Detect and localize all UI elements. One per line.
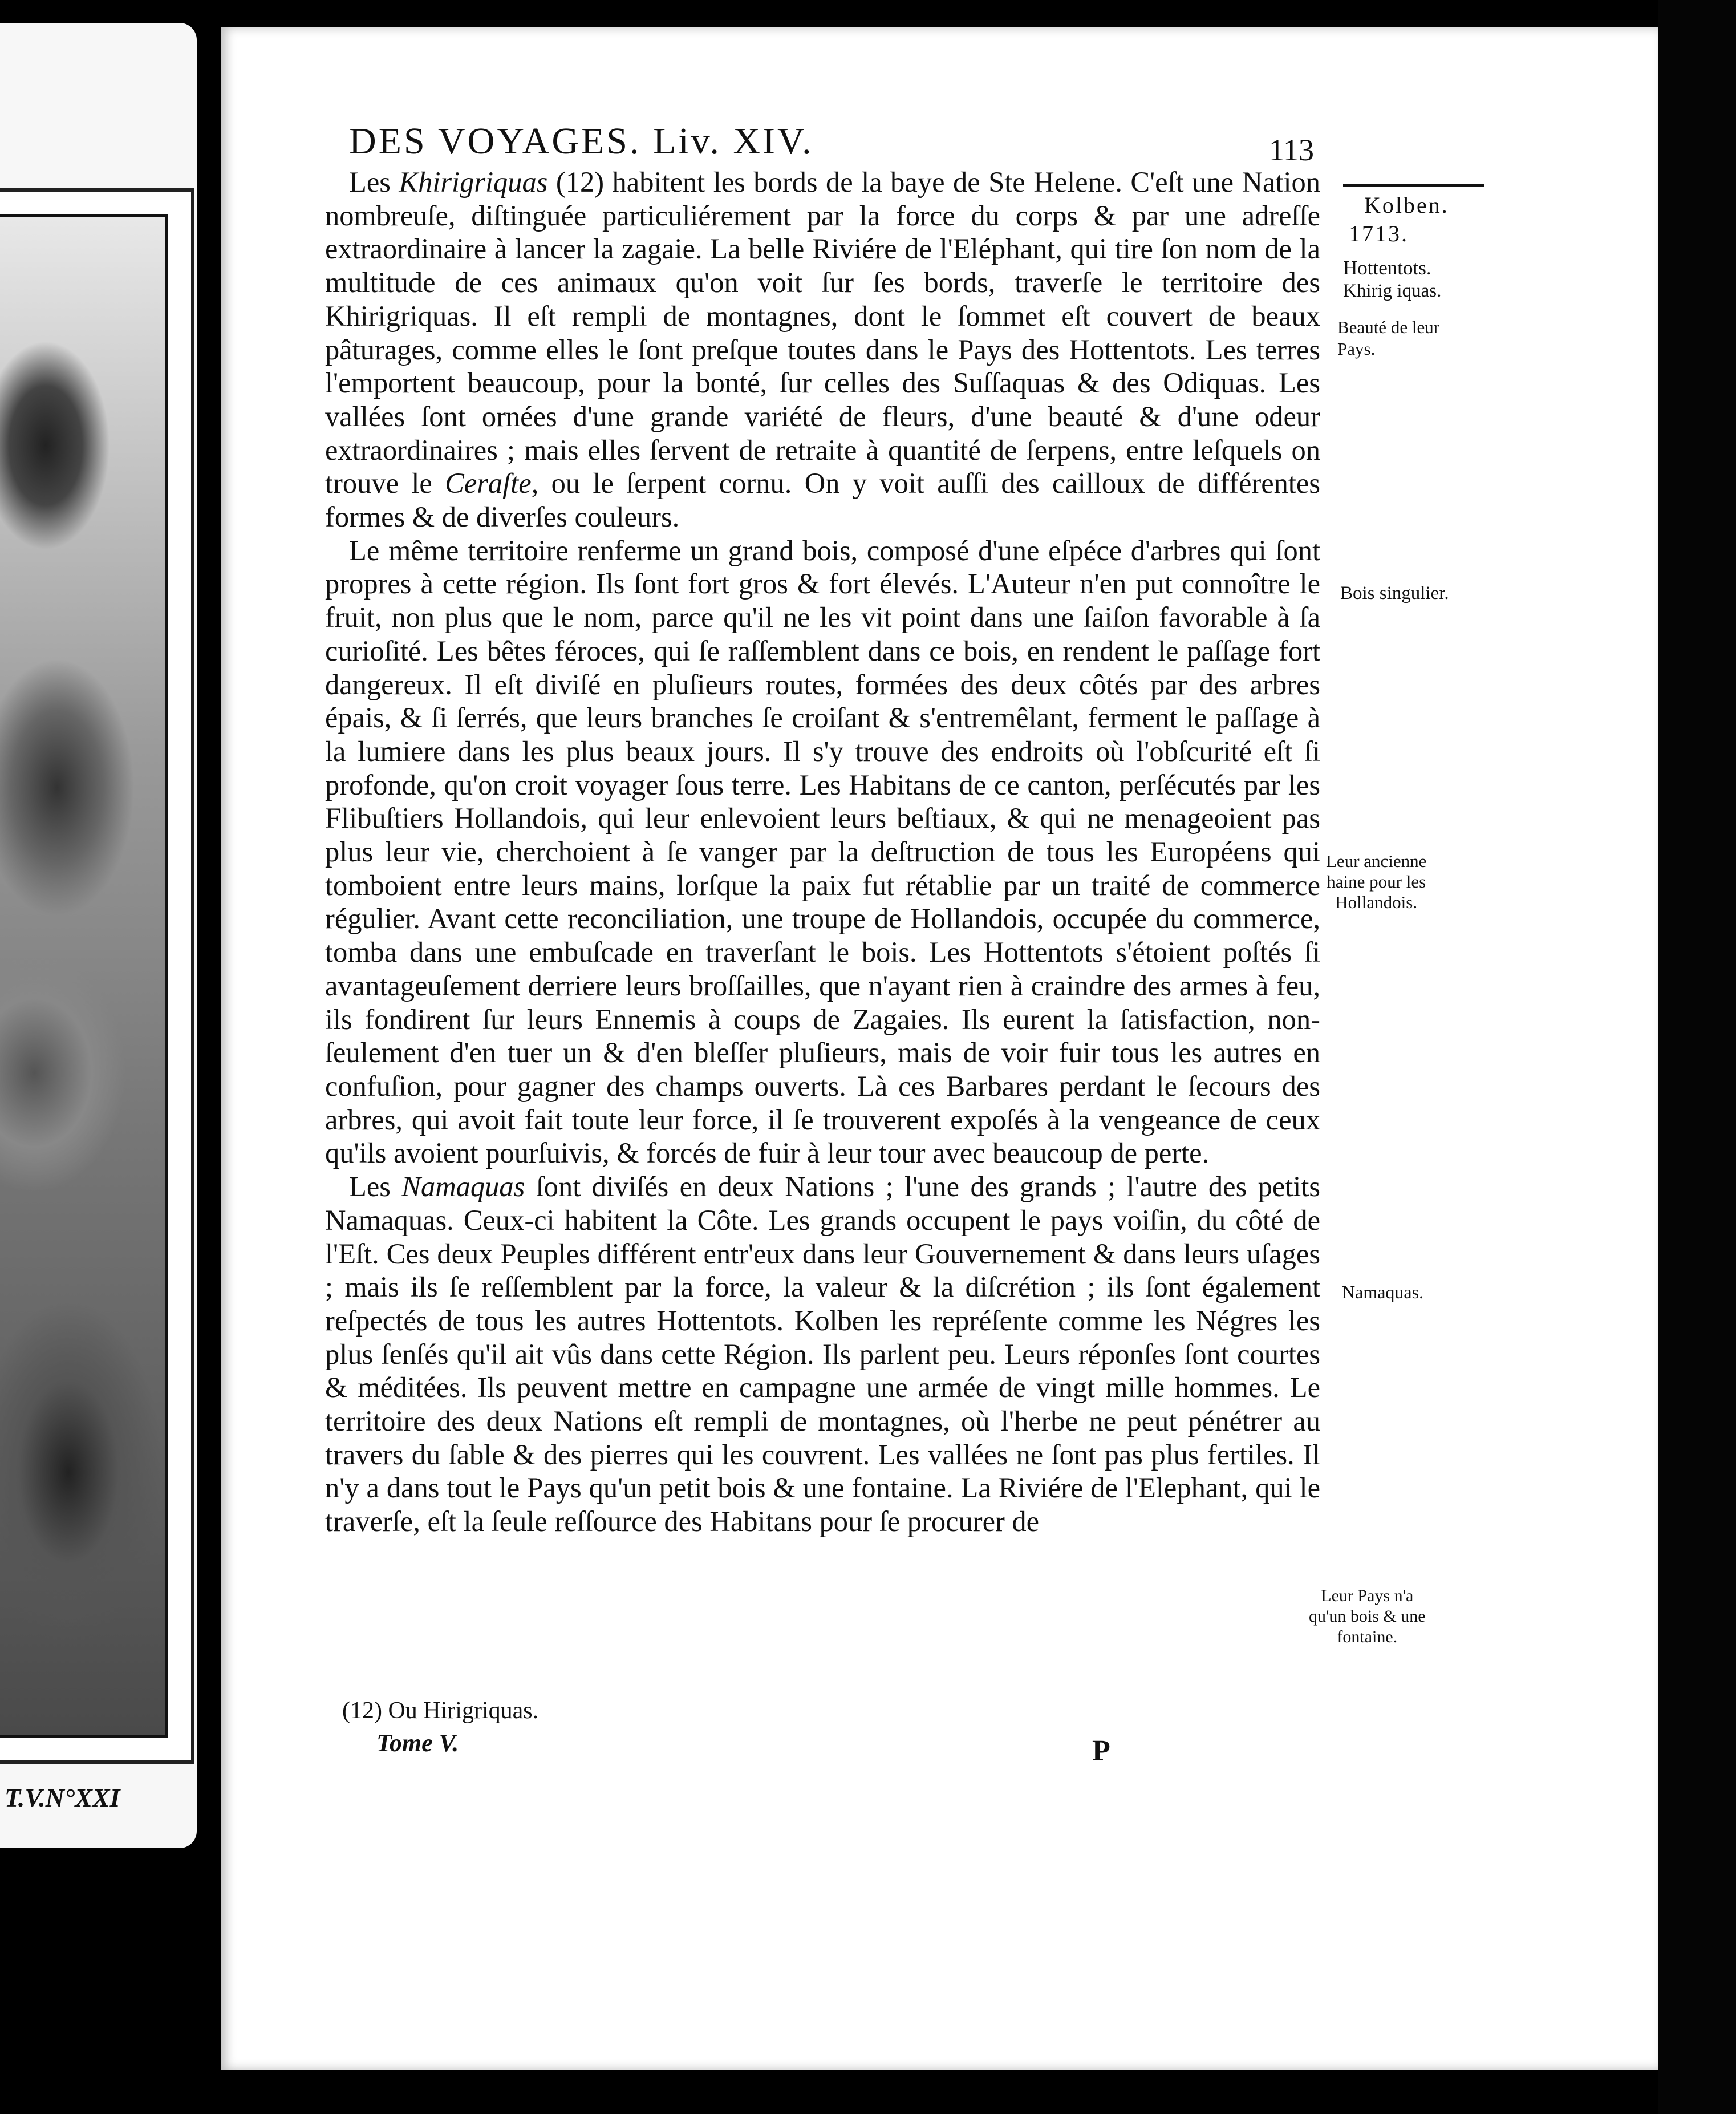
footnote: (12) Ou Hirigriquas. xyxy=(342,1698,539,1724)
margin-note-year: 1713. xyxy=(1349,221,1409,246)
body-text xyxy=(325,165,1320,1538)
margin-note-line: Leur Pays n'a xyxy=(1321,1586,1414,1605)
margin-note-namaquas: Namaquas. xyxy=(1342,1282,1424,1302)
page-number: 113 xyxy=(1269,133,1314,167)
engraving-image xyxy=(0,214,168,1738)
text-run: Les xyxy=(349,1171,402,1203)
paragraph-namaquas xyxy=(325,1170,1320,1538)
book-gutter xyxy=(197,0,222,2114)
signature-mark: P xyxy=(1092,1735,1110,1767)
volume-mark: Tome V. xyxy=(376,1729,459,1757)
text-run: ſont diviſés en deux Nations ; l'une des grands ; l'autre des petits Namaquas. Ceux-ci habitent la Côte. Les grands occupent le pays voiſin, du côté de l'Eſt. Ces deux Peuples différent entr'eux dans leur Gouvernement & dans leurs uſages ; mais ils ſe reſſemblent par la force, la valeur & la diſcrétion ; ils ſont également reſpectés de tous les autres Hottentots. Kolben les repréſente comme les Négres les plus ſenſés qu'il ait vûs dans cette Région. Ils parlent peu. Leurs réponſes ſont courtes & méditées. Ils peuvent mettre en campagne une armée de vingt mille hommes. Le territoire des deux Nations eſt rempli de montagnes, où l'herbe ne peut pénétrer au travers du ſable & des pierres qui les couvrent. Les vallées ne ſont pas plus fertiles. Il n'y a dans tout le Pays qu'un petit bois & une fontaine. La Riviére de l'Elephant, qui le traverſe, eſt la ſeule reſſource des Habitans pour ſe procurer de xyxy=(325,1171,1320,1538)
margin-note-haine xyxy=(1326,851,1426,913)
paragraph-bois: Le même territoire renferme un grand bois, composé d'une eſpéce d'arbres qui ſont propres à cette région. Ils ſont fort gros & fort élevés. L'Auteur n'en put connoître le fruit, non plus que le nom, parce qu'il ne les vit point dans une ſaiſon favorable à ſa curioſité. Les bêtes féroces, qui ſe raſſemblent dans ce bois, en rendent le paſſage fort dangereux. Il eſt diviſé en pluſieurs routes, formées des deux côtés par des arbres épais, & ſi ſerrés, que leurs branches ſe croiſant & s'entremêlant, ferment le paſſage à la lumiere dans les plus beaux jours. Il s'y trouve des endroits où l'obſcurité eſt ſi profonde, qu'on croit voyager ſous terre. Les Habitans de ce canton, perſécutés par les Flibuſtiers Hollandois, qui leur enlevoient leurs beſtiaux, & qui ne menageoient pas plus leur vie, cherchoient à ſe vanger par la deſtruction de tous les Européens qui tomboient entre leurs mains, lorſque la paix fut rétablie par un traité de commerce régulier. Avant cette reconciliation, une troupe de Hollandois, occupée du commerce, tomba dans une embuſcade en traverſant le bois. Les Hottentots s'étoient poſtés ſi avantageuſement derriere leurs broſſailles, que n'ayant rien à craindre des armes à feu, ils fondirent ſur leurs Ennemis à coups de Zagaies. Ils eurent la ſatisfaction, non-ſeulement d'en tuer un & d'en bleſſer pluſieurs, mais de voir fuir tous les autres en confuſion, pour gagner des champs ouverts. Là ces Barbares perdant le ſecours des arbres, qui avoit fait toute leur force, il ſe trouverent expoſés à la vengeance de ceux qu'ils avoient pourſuivis, & forcés de fuir à leur tour avec beaucoup de perte. xyxy=(325,534,1320,1169)
engraving-frame xyxy=(0,188,194,1764)
margin-note-beaute xyxy=(1337,317,1439,360)
margin-note-line: haine pour les xyxy=(1327,872,1426,892)
header-rule xyxy=(1343,184,1484,187)
italic-term: Ceraſte xyxy=(445,467,532,500)
margin-note-line: qu'un bois & une xyxy=(1309,1607,1426,1626)
italic-term: Namaquas xyxy=(401,1171,525,1203)
paragraph-khirigriquas xyxy=(325,165,1320,534)
margin-note-line: Leur ancienne xyxy=(1326,851,1427,871)
page-edge xyxy=(1658,0,1736,2114)
engraving-plate xyxy=(0,23,197,1848)
italic-term: Khirigriquas xyxy=(399,166,548,198)
text-run: , ou le ſerpent cornu. On y voit auſſi des cailloux de différentes formes & de diverſes couleurs. xyxy=(325,467,1320,533)
text-run: (12) habitent les bords de la baye de Ste Helene. C'eſt une Nation nombreuſe, diſtinguée particuliérement par la force du corps & par une adreſſe extraordinaire à lancer la zagaie. La belle Riviére de l'Eléphant, qui tire ſon nom de la multitude de ces animaux qu'on voit ſur ſes bords, traverſe le territoire des Khirigriquas. Il eſt rempli de montagnes, dont le ſommet eſt couvert de beaux pâturages, comme elles le ſont preſque toutes dans le Pays des Hottentots. Les terres l'emportent beaucoup, pour la bonté, ſur celles des Suſſaquas & des Odiquas. Les vallées ſont ornées d'une grande variété de fleurs, d'une beauté & d'une odeur extraordinaires ; mais elles ſervent de retraite à quantité de ſerpens, entre leſquels on trouve le xyxy=(325,166,1320,500)
margin-note-author: Kolben. xyxy=(1364,192,1449,218)
margin-note-khirigriquas: Khirig iquas. xyxy=(1343,281,1442,301)
margin-note-line: Hollandois. xyxy=(1335,892,1418,912)
margin-note-nation: Hottentots. xyxy=(1343,257,1431,279)
plate-caption: T.V.N°XXI xyxy=(5,1783,120,1812)
margin-note-pays xyxy=(1309,1586,1426,1647)
text-run: Les xyxy=(349,166,399,198)
margin-note-bois: Bois singulier. xyxy=(1340,583,1449,604)
margin-note-line: Pays. xyxy=(1337,339,1376,359)
margin-note-line: fontaine. xyxy=(1337,1627,1398,1646)
running-head: DES VOYAGES. Liv. XIV. xyxy=(349,120,814,162)
margin-note-line: Beauté de leur xyxy=(1337,317,1440,337)
